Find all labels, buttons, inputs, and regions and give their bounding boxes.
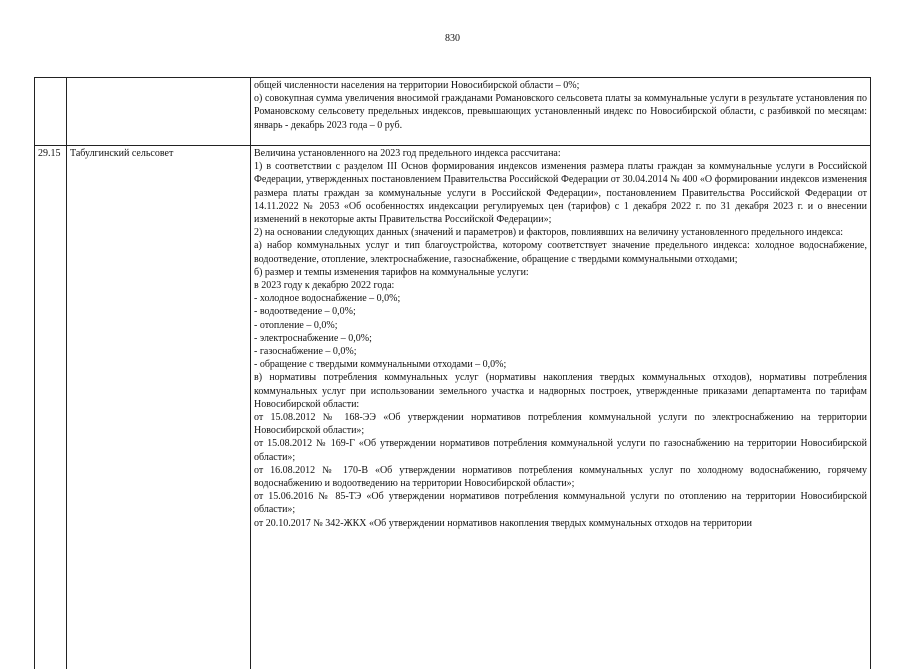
paragraph: от 15.06.2016 № 85-ТЭ «Об утверждении нормативов потребления коммунальной услуги по отоплению на территории Новосибирской области»; <box>254 490 867 516</box>
document-table <box>34 77 871 669</box>
paragraph: а) набор коммунальных услуг и тип благоустройства, которому соответствует значение предельного индекса: холодное водоснабжение, водоотведение, отопление, электроснабжение, газоснабжение, обращение с твердыми коммунальными отходами; <box>254 239 867 265</box>
paragraph: - холодное водоснабжение – 0,0%; <box>254 292 867 305</box>
table-row <box>35 146 871 669</box>
paragraph: от 15.08.2012 № 168-ЭЭ «Об утверждении нормативов потребления коммунальной услуги по электроснабжению на территории Новосибирской области»; <box>254 411 867 437</box>
paragraph: - электроснабжение – 0,0%; <box>254 332 867 345</box>
paragraph: о) совокупная сумма увеличения вносимой гражданами Романовского сельсовета платы за коммунальные услуги в результате установления по Романовскому сельсовету предельных индексов, превышающих установленный индекс по Новосибирской области, с разбивкой по месяцам: январь - декабрь 2023 года – 0 руб. <box>254 92 867 132</box>
paragraph: 2) на основании следующих данных (значений и параметров) и факторов, повлиявших на величину установленного предельного индекса: <box>254 226 867 239</box>
paragraph: в 2023 году к декабрю 2022 года: <box>254 279 867 292</box>
table-row <box>35 78 871 146</box>
paragraph: - обращение с твердыми коммунальными отходами – 0,0%; <box>254 358 867 371</box>
paragraph: общей численности населения на территории Новосибирской области – 0%; <box>254 79 867 92</box>
paragraph: в) нормативы потребления коммунальных услуг (нормативы накопления твердых коммунальных отходов), нормативы потребления коммунальных услуг при использовании земельного участка и надворных построек, утвержденные приказами департамента по тарифам Новосибирской области: <box>254 371 867 411</box>
paragraph: от 15.08.2012 № 169-Г «Об утверждении нормативов потребления коммунальной услуги по газоснабжению на территории Новосибирской области»; <box>254 437 867 463</box>
paragraph: Величина установленного на 2023 год предельного индекса рассчитана: <box>254 147 867 160</box>
description-cell <box>251 146 871 669</box>
page-number: 830 <box>0 33 905 45</box>
paragraph: - водоотведение – 0,0%; <box>254 305 867 318</box>
row-number-cell: 29.15 <box>35 146 67 669</box>
paragraph: - отопление – 0,0%; <box>254 319 867 332</box>
paragraph: - газоснабжение – 0,0%; <box>254 345 867 358</box>
paragraph: б) размер и темпы изменения тарифов на коммунальные услуги: <box>254 266 867 279</box>
municipality-name-cell: Табулгинский сельсовет <box>67 146 251 669</box>
paragraph: от 16.08.2012 № 170-В «Об утверждении нормативов потребления коммунальных услуг по холодному водоснабжению, горячему водоснабжению и водоотведению на территории Новосибирской области»; <box>254 464 867 490</box>
paragraph: 1) в соответствии с разделом III Основ формирования индексов изменения размера платы граждан за коммунальные услуги в Российской Федерации, утвержденных постановлением Правительства Российской Федерации от 30.04.2014 № 400 «О формировании индексов изменения размера платы граждан за коммунальные услуги в Российской Федерации», постановлением Правительства Российской Федерации от 14.11.2022 № 2053 «Об особенностях индексации регулируемых цен (тарифов) с 1 декабря 2022 г. по 31 декабря 2023 г. и о внесении изменений в некоторые акты Правительства Российской Федерации»; <box>254 160 867 226</box>
paragraph: от 20.10.2017 № 342-ЖКХ «Об утверждении нормативов накопления твердых коммунальных отходов на территории <box>254 517 867 530</box>
description-cell <box>251 78 871 146</box>
row-number-cell <box>35 78 67 146</box>
municipality-name-cell <box>67 78 251 146</box>
